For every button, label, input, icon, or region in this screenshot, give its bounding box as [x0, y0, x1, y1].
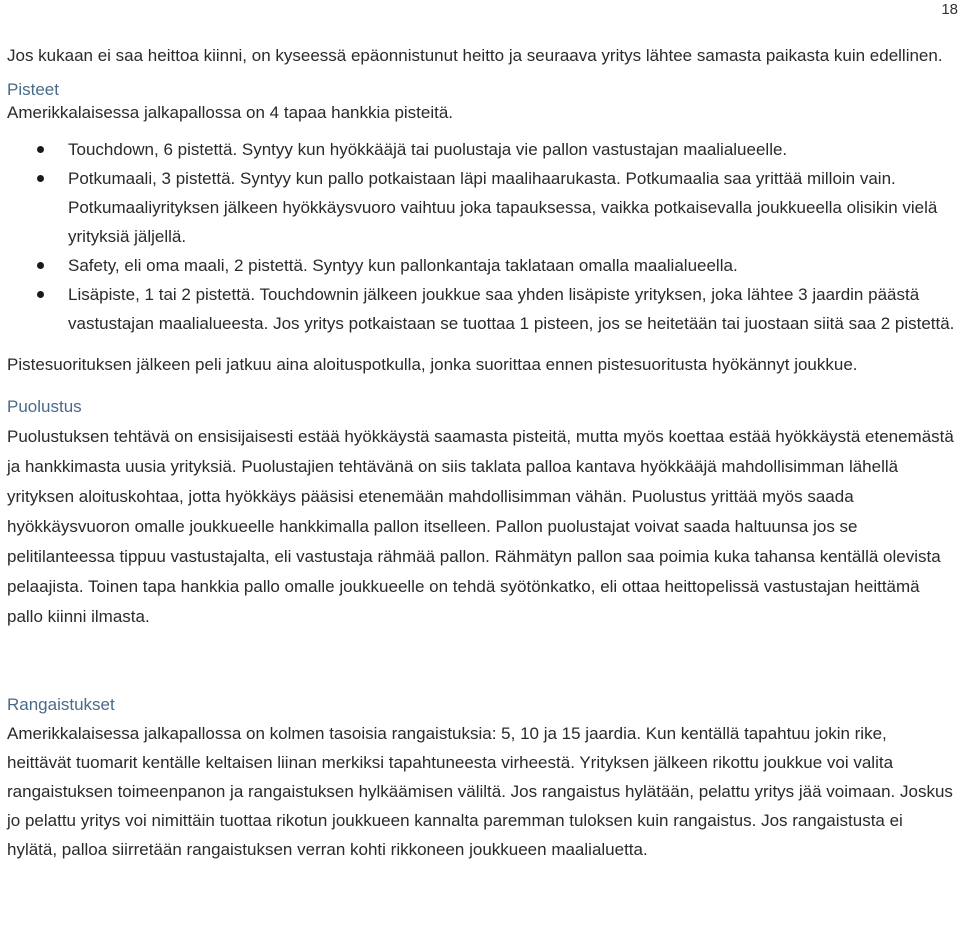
bullet-icon: [37, 291, 44, 298]
list-item: Touchdown, 6 pistettä. Syntyy kun hyökkääjä tai puolustaja vie pallon vastustajan maalialueelle.: [7, 135, 955, 164]
penalty-paragraph: Amerikkalaisessa jalkapallossa on kolmen tasoisia rangaistuksia: 5, 10 ja 15 jaardia. Kun kentällä tapahtuu jokin rike, heittävät tuomarit kentälle keltaisen liinan merkiksi tapahtuneesta virheestä. Yrityksen jälkeen rikottu joukkue voi valita rangaistuksen toimeenpanon ja rangaistuksen hylkäämisen väliltä. Jos rangaistus hylätään, pelattu yritys jää voimaan. Joskus jo pelattu yritys voi nimittäin tuottaa rikotun joukkueen kannalta paremman tuloksen kuin rangaistus. Jos rangaistusta ei hylätä, palloa siirretään rangaistuksen verran kohti rikkoneen joukkueen maalialuetta.: [7, 724, 953, 859]
intro-paragraph: Jos kukaan ei saa heittoa kiinni, on kyseessä epäonnistunut heitto ja seuraava yritys lähtee samasta paikasta kuin edellinen.: [7, 46, 943, 65]
page-number: 18: [941, 1, 958, 18]
scoring-after-paragraph: Pistesuorituksen jälkeen peli jatkuu aina aloituspotkulla, jonka suorittaa ennen pistesuoritusta hyökännyt joukkue.: [7, 355, 858, 374]
bullet-icon: [37, 175, 44, 182]
scoring-lead: Amerikkalaisessa jalkapallossa on 4 tapaa hankkia pisteitä.: [7, 103, 454, 122]
list-item: Safety, eli oma maali, 2 pistettä. Syntyy kun pallonkantaja taklataan omalla maalialueella.: [7, 251, 955, 280]
defense-heading: Puolustus: [7, 397, 82, 416]
defense-section: [7, 392, 955, 632]
penalty-section: [7, 690, 955, 864]
list-item: Lisäpiste, 1 tai 2 pistettä. Touchdownin jälkeen joukkue saa yhden lisäpiste yrityksen, joka lähtee 3 jaardin päästä vastustajan maalialueesta. Jos yritys potkaistaan se tuottaa 1 pisteen, jos se heitetään tai juostaan siitä saa 2 pistettä.: [7, 280, 955, 338]
scoring-list: [7, 135, 955, 338]
document-body: [7, 44, 955, 864]
bullet-icon: [37, 262, 44, 269]
list-item: Potkumaali, 3 pistettä. Syntyy kun pallo potkaistaan läpi maalihaarukasta. Potkumaalia saa yrittää milloin vain. Potkumaaliyrityksen jälkeen hyökkäysvuoro vaihtuu joka tapauksessa, vaikka potkaisevalla joukkueella olisikin vielä yrityksiä jäljellä.: [7, 164, 955, 251]
scoring-heading: Pisteet: [7, 80, 59, 99]
bullet-icon: [37, 146, 44, 153]
penalty-heading: Rangaistukset: [7, 695, 115, 714]
defense-paragraph: Puolustuksen tehtävä on ensisijaisesti estää hyökkäystä saamasta pisteitä, mutta myös koettaa estää hyökkäystä etenemästä ja hankkimasta uusia yrityksiä. Puolustajien tehtävänä on siis taklata palloa kantava hyökkääjä mahdollisimman lähellä yrityksen aloituskohtaa, jotta hyökkäys pääsisi etenemään mahdollisimman vähän. Puolustus yrittää myös saada hyökkäysvuoron omalle joukkueelle hankkimalla pallon itselleen. Pallon puolustajat voivat saada haltuunsa jos se pelitilanteessa tippuu vastustajalta, eli vastustaja rähmää pallon. Rähmätyn pallon saa poimia kuka tahansa kentällä olevista pelaajista. Toinen tapa hankkia pallo omalle joukkueelle on tehdä syötönkatko, eli ottaa heittopelissä vastustajan heittämä pallo kiinni ilmasta.: [7, 427, 954, 626]
